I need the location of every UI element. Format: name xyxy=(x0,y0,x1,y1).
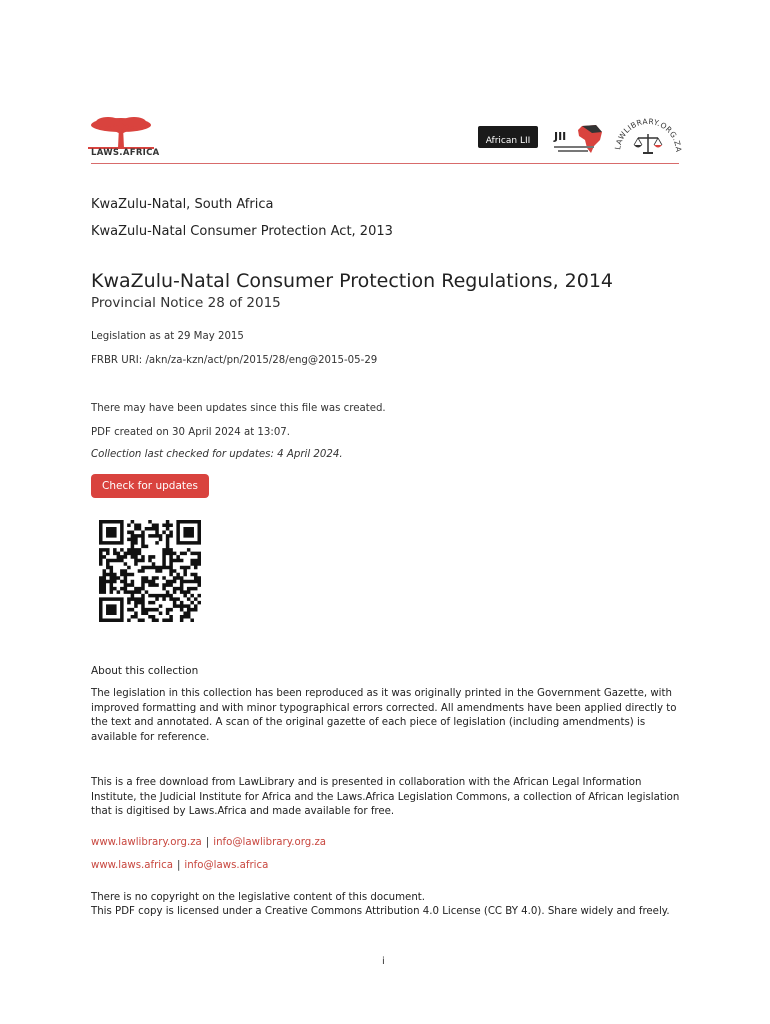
link-separator: | xyxy=(205,837,210,848)
document-title: KwaZulu-Natal Consumer Protection Regulations, 2014 xyxy=(91,270,614,292)
about-heading: About this collection xyxy=(91,665,199,677)
check-for-updates-button[interactable]: Check for updates xyxy=(91,474,209,498)
jii-logo-subtext xyxy=(554,146,594,148)
laws-africa-logo-text: LAWS.AFRICA xyxy=(91,148,160,158)
page-number: i xyxy=(382,956,385,967)
link-separator: | xyxy=(176,860,181,871)
lawlibrary-logo xyxy=(612,112,684,158)
jii-logo-text: JII xyxy=(554,130,567,143)
lawlibrary-logo-text: LAWLIBRARY.ORG.ZA xyxy=(613,116,684,153)
about-paragraph-2: This is a free download from LawLibrary and is presented in collaboration with the African Legal Information Institute, the Judicial Institute for Africa and the Laws.Africa Legislation Commons, a collection of African legislation that is digitised by Laws.Africa and made available for free. xyxy=(91,777,680,817)
jii-logo xyxy=(552,124,606,156)
africanlii-logo xyxy=(478,126,538,148)
copyright-notice: There is no copyright on the legislative content of this document. xyxy=(91,892,426,903)
pdf-created-date: PDF created on 30 April 2024 at 13:07. xyxy=(91,427,291,438)
qr-code-icon[interactable] xyxy=(99,520,201,622)
lawlibrary-website-link[interactable]: www.lawlibrary.org.za xyxy=(91,837,202,848)
laws-africa-tree-logo xyxy=(88,115,154,151)
jurisdiction: KwaZulu-Natal, South Africa xyxy=(91,197,274,212)
lawsafrica-links xyxy=(91,860,268,871)
africanlii-logo-text: African LII xyxy=(485,136,531,146)
legislation-as-at: Legislation as at 29 May 2015 xyxy=(91,331,244,342)
document-subtitle: Provincial Notice 28 of 2015 xyxy=(91,295,281,311)
header-divider xyxy=(91,163,679,164)
lawlibrary-links xyxy=(91,837,326,848)
license-notice: This PDF copy is licensed under a Creative Commons Attribution 4.0 License (CC BY 4.0). Share widely and freely. xyxy=(91,906,670,917)
collection-checked-date: Collection last checked for updates: 4 April 2024. xyxy=(91,449,343,460)
frbr-uri: FRBR URI: /akn/za-kzn/act/pn/2015/28/eng@2015-05-29 xyxy=(91,355,378,366)
qr-code-modules xyxy=(99,520,201,622)
jii-logo-subtext xyxy=(558,150,588,152)
lawlibrary-email-link[interactable]: info@lawlibrary.org.za xyxy=(213,837,327,848)
act-short-title: KwaZulu-Natal Consumer Protection Act, 2013 xyxy=(91,224,393,239)
lawsafrica-email-link[interactable]: info@laws.africa xyxy=(184,860,269,871)
lawsafrica-website-link[interactable]: www.laws.africa xyxy=(91,860,173,871)
about-paragraph-1: The legislation in this collection has been reproduced as it was originally printed in the Government Gazette, with improved formatting and with minor typographical errors corrected. All amendments have been applied directly to the text and annotated. A scan of the original gazette of each piece of legislation (including amendments) is available for reference. xyxy=(91,688,677,743)
updates-note: There may have been updates since this file was created. xyxy=(91,403,386,414)
